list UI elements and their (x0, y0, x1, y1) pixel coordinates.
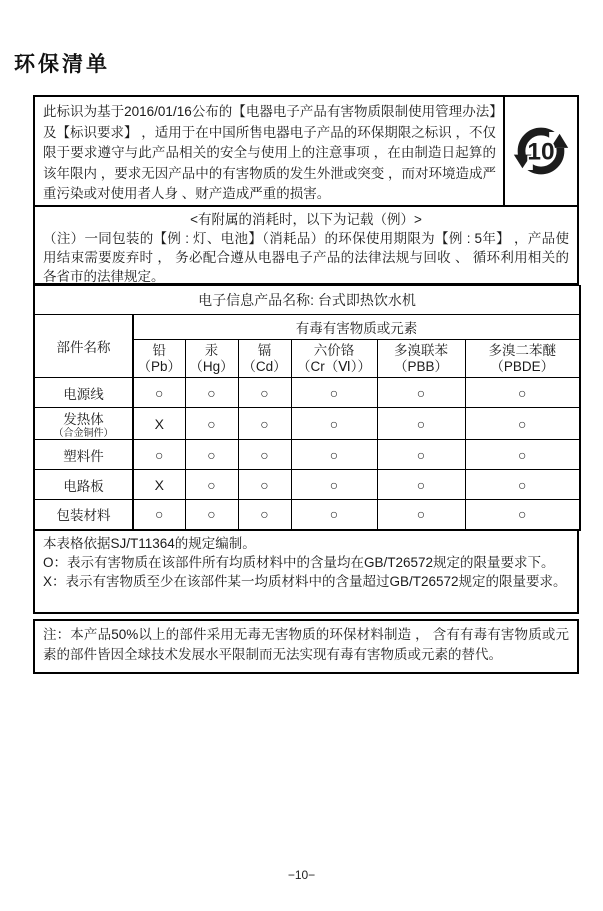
value-cell: ○ (377, 408, 465, 440)
value-cell: ○ (377, 378, 465, 408)
value-cell: ○ (377, 440, 465, 470)
table-row-product-title (34, 286, 580, 315)
column-header-pb (133, 340, 185, 378)
component-name: 塑料件 (63, 448, 104, 464)
column-header-pbb (377, 340, 465, 378)
component-name-cell (34, 500, 133, 530)
consumables-heading: <有附属的消耗时，以下为记载（例）> (190, 212, 422, 227)
value-cell: ○ (465, 470, 580, 500)
column-header-cd (238, 340, 291, 378)
substance-name: 多溴联苯 (394, 342, 448, 358)
note-text: 注：本产品50%以上的部件采用无毒无害物质的环保材料制造 ， 含有有毒有害物质或元素的部件皆因全球技术发展水平限制而无法实现有毒有害物质或元素的替代。 (43, 626, 569, 662)
value-cell: X (133, 470, 185, 500)
efup-years-label: 10 (527, 138, 555, 166)
page-title: 环保清单 (14, 53, 110, 76)
value-cell: ○ (185, 500, 238, 530)
value-cell: ○ (238, 378, 291, 408)
substances-header-cell: 有毒有害物质或元素 (133, 315, 580, 340)
value-cell: ○ (133, 378, 185, 408)
consumables-text: （注）一同包装的【例 : 灯、电池】（消耗品）的环保使用期限为【例 : 5年】 ，产品使用结束需要废弃时 ， 务必配合遵从电器电子产品的法律法规与回收 、 循环利用相关的各省市的法律规定。 (43, 231, 569, 284)
value-cell: X (133, 408, 185, 440)
value-cell: ○ (291, 500, 377, 530)
value-cell: ○ (238, 408, 291, 440)
component-header-cell: 部件名称 (34, 315, 133, 378)
substance-symbol: （Cd） (242, 358, 287, 374)
value-cell: ○ (465, 378, 580, 408)
table-row-power-cord (34, 378, 580, 408)
substance-symbol: （PBB） (393, 358, 448, 374)
substance-symbol: （Cr（Ⅵ）） (297, 358, 371, 374)
rohs-intro-text: 此标识为基于2016/01/16公布的【电器电子产品有害物质限制使用管理办法】及【标识要求】 ，适用于在中国所售电器电子产品的环保期限之标识 ，不仅限于要求遵守与此产品相关的安全与使用上的注意事项 ，在由制造日起算的该年限内 ，要求无因产品中的有害物质的发生外泄或突变 ，而对环境造成严重污染或对使用者人身 、财产造成严重的损害。 (43, 104, 497, 201)
consumables-box (33, 207, 579, 285)
component-name-cell (34, 470, 133, 500)
value-cell: ○ (238, 440, 291, 470)
efup-10-recycling-icon (512, 122, 570, 180)
substance-name: 汞 (204, 342, 219, 358)
legend-basis-line: 本表格依据SJ/T11364的规定编制。 (43, 535, 256, 551)
value-cell: ○ (133, 440, 185, 470)
value-cell: ○ (291, 470, 377, 500)
value-cell: ○ (185, 470, 238, 500)
value-cell: ○ (238, 500, 291, 530)
substance-symbol: （Pb） (137, 358, 181, 374)
legend-circle-line: O：表示有害物质在该部件所有均质材料中的含量均在GB/T26572规定的限量要求下。 (43, 554, 555, 570)
column-header-cr6 (291, 340, 377, 378)
substance-name: 镉 (257, 342, 272, 358)
legend-box (33, 531, 579, 614)
note-box (33, 619, 579, 674)
value-cell: ○ (291, 440, 377, 470)
substance-name: 多溴二苯醚 (488, 342, 556, 358)
document-body (33, 95, 579, 674)
column-header-pbde (465, 340, 580, 378)
table-row-packaging-material (34, 500, 580, 530)
component-name-cell (34, 408, 133, 440)
efup-logo-cell (503, 97, 577, 205)
table-row-group-header (34, 315, 580, 340)
value-cell: ○ (238, 470, 291, 500)
component-name: 发热体 (63, 412, 104, 427)
hazardous-substances-table (33, 285, 581, 531)
value-cell: ○ (291, 408, 377, 440)
value-cell: ○ (377, 470, 465, 500)
substance-symbol: （Hg） (189, 358, 234, 374)
value-cell: ○ (465, 500, 580, 530)
legend-x-line: X：表示有害物质至少在该部件某一均质材料中的含量超过GB/T26572规定的限量要求。 (43, 573, 567, 589)
table-row-circuit-board (34, 470, 580, 500)
component-name-cell (34, 378, 133, 408)
value-cell: ○ (185, 408, 238, 440)
substance-name: 六价铬 (313, 342, 355, 358)
value-cell: ○ (377, 500, 465, 530)
value-cell: ○ (291, 378, 377, 408)
product-name-cell: 电子信息产品名称: 台式即热饮水机 (34, 286, 580, 315)
component-name-cell (34, 440, 133, 470)
component-name: 电路板 (63, 478, 104, 494)
table-row-heating-element (34, 408, 580, 440)
substance-symbol: （PBDE） (490, 358, 555, 374)
column-header-hg (185, 340, 238, 378)
substance-name: 铅 (152, 342, 166, 358)
component-name: 电源线 (63, 386, 104, 402)
value-cell: ○ (465, 440, 580, 470)
value-cell: ○ (185, 378, 238, 408)
component-subname: （合金铜件） (53, 428, 114, 439)
component-name: 包装材料 (56, 508, 111, 524)
value-cell: ○ (185, 440, 238, 470)
page-number: −10− (287, 868, 316, 882)
rohs-intro-box (33, 95, 579, 207)
value-cell: ○ (465, 408, 580, 440)
value-cell: ○ (133, 500, 185, 530)
table-row-plastic-parts (34, 440, 580, 470)
